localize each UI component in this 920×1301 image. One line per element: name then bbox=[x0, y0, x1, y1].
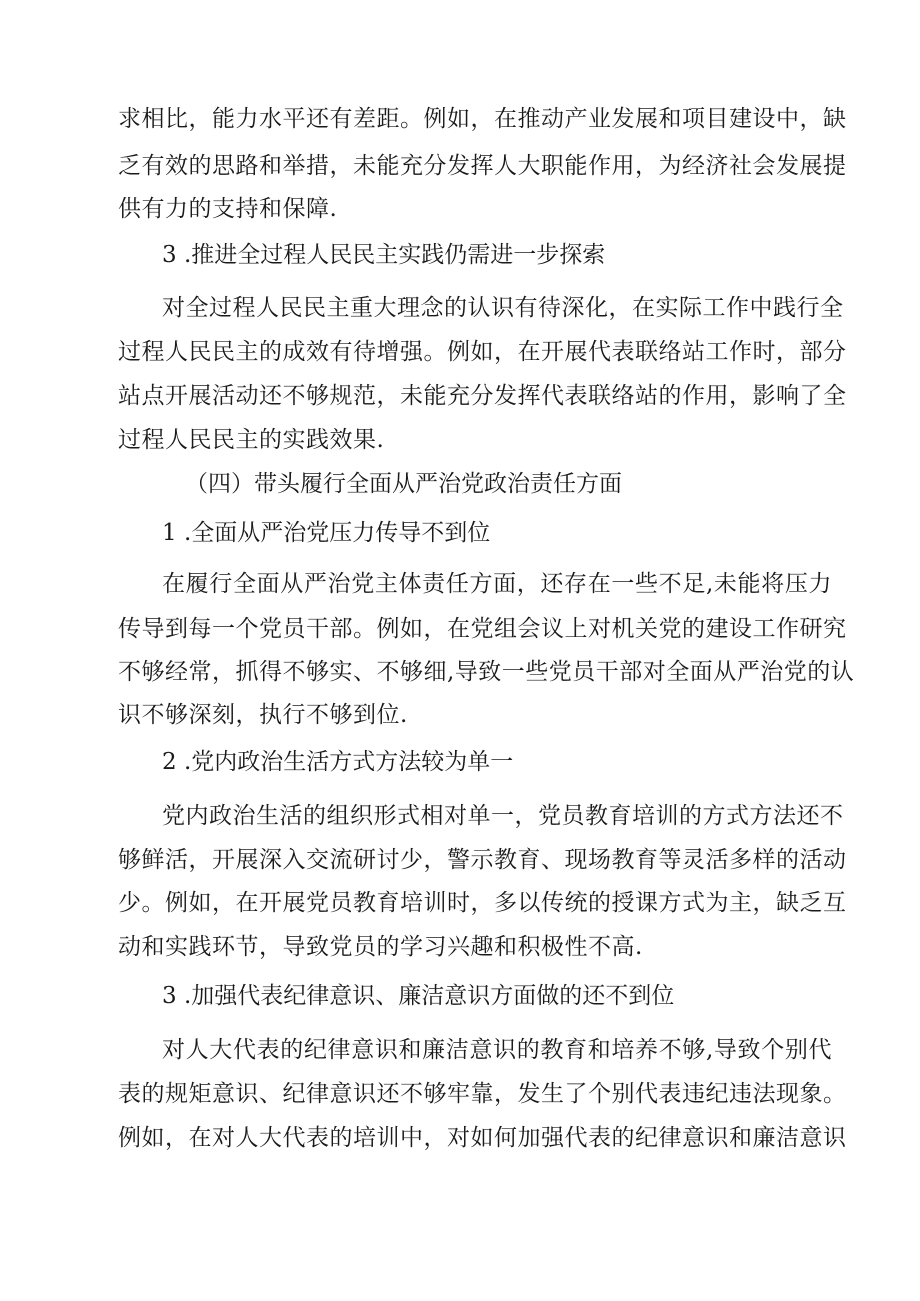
paragraph-line bbox=[0, 378, 920, 414]
paragraph-line bbox=[0, 697, 920, 733]
text-line: 识不够深刻，执行不够到位. bbox=[118, 702, 408, 728]
paragraph-line bbox=[0, 798, 920, 834]
text-line: 表的规矩意识、纪律意识还不够牢靠，发生了个别代表违纪违法现象。 bbox=[118, 1081, 847, 1107]
paragraph-line bbox=[0, 334, 920, 370]
text-line: 求相比，能力水平还有差距。例如，在推动产业发展和项目建设中，缺 bbox=[118, 106, 847, 132]
subheading bbox=[0, 978, 920, 1014]
paragraph-line bbox=[0, 566, 920, 602]
text-line: 站点开展活动还不够规范，未能充分发挥代表联络站的作用，影响了全 bbox=[118, 383, 847, 409]
text-line: 例如，在对人大代表的培训中，对如何加强代表的纪律意识和廉洁意识 bbox=[118, 1125, 847, 1151]
paragraph-line bbox=[0, 1032, 920, 1068]
subheading-text: 3 .加强代表纪律意识、廉洁意识方面做的还不到位 bbox=[162, 983, 675, 1009]
paragraph-line bbox=[0, 148, 920, 184]
paragraph-line bbox=[0, 654, 920, 690]
section-heading-text: （四）带头履行全面从严治党政治责任方面 bbox=[185, 471, 622, 497]
paragraph-line bbox=[0, 290, 920, 326]
text-line: 动和实践环节，导致党员的学习兴趣和积极性不高. bbox=[118, 934, 643, 960]
text-line: 少。例如，在开展党员教育培训时，多以传统的授课方式为主，缺乏互 bbox=[118, 890, 847, 916]
paragraph-line bbox=[0, 885, 920, 921]
text-line: 供有力的支持和保障. bbox=[118, 196, 338, 222]
subheading bbox=[0, 515, 920, 551]
paragraph-line bbox=[0, 101, 920, 137]
text-line: 不够经常，抓得不够实、不够细,导致一些党员干部对全面从严治党的认 bbox=[118, 659, 855, 685]
subheading bbox=[0, 237, 920, 273]
paragraph-line bbox=[0, 929, 920, 965]
paragraph-line bbox=[0, 1120, 920, 1156]
subheading-text: 1 .全面从严治党压力传导不到位 bbox=[162, 520, 491, 546]
text-line: 乏有效的思路和举措，未能充分发挥人大职能作用，为经济社会发展提 bbox=[118, 153, 847, 179]
text-line: 对人大代表的纪律意识和廉洁意识的教育和培养不够,导致个别代 bbox=[162, 1037, 832, 1063]
text-line: 过程人民民主的成效有待增强。例如，在开展代表联络站工作时，部分 bbox=[118, 339, 847, 365]
paragraph-line bbox=[0, 422, 920, 458]
subheading-text: 3 .推进全过程人民民主实践仍需进一步探索 bbox=[162, 242, 606, 268]
subheading-text: 2 .党内政治生活方式方法较为单一 bbox=[162, 749, 514, 775]
paragraph-line bbox=[0, 191, 920, 227]
text-line: 够鲜活，开展深入交流研讨少，警示教育、现场教育等灵活多样的活动 bbox=[118, 847, 847, 873]
text-line: 过程人民民主的实践效果. bbox=[118, 427, 385, 453]
text-line: 对全过程人民民主重大理念的认识有待深化，在实际工作中践行全 bbox=[162, 295, 844, 321]
subheading bbox=[0, 744, 920, 780]
section-heading bbox=[0, 466, 920, 502]
text-line: 党内政治生活的组织形式相对单一，党员教育培训的方式方法还不 bbox=[162, 803, 844, 829]
text-line: 在履行全面从严治党主体责任方面，还存在一些不足,未能将压力 bbox=[162, 571, 832, 597]
paragraph-line bbox=[0, 1076, 920, 1112]
paragraph-line bbox=[0, 611, 920, 647]
paragraph-line bbox=[0, 842, 920, 878]
text-line: 传导到每一个党员干部。例如，在党组会议上对机关党的建设工作研究 bbox=[118, 616, 847, 642]
